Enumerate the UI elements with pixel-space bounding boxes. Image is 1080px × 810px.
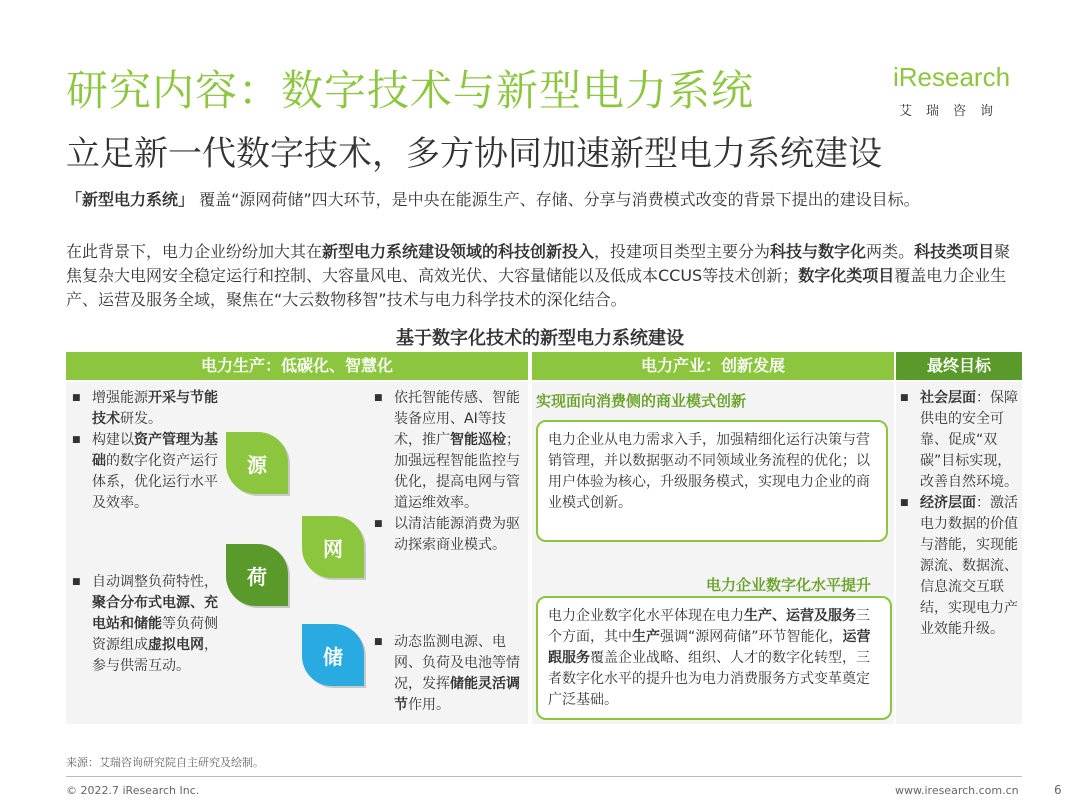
header-power-industry: 电力产业：创新发展 [532,352,894,380]
diagram-title: 基于数字化技术的新型电力系统建设 [396,328,684,349]
wang-leaf-icon: 网 [302,516,364,578]
list-item: ■ 依托智能传感、智能装备应用、AI等技术，推广智能巡检；加强远程智能监控与优化，提高电网与管道运维效率。 [374,388,526,514]
list-item: ■ 构建以资产管理为基础的数字化资产运行体系，优化运行水平及效率。 [72,430,218,514]
logo-cn-text: 艾瑞咨询 [899,104,1008,119]
business-model-title: 实现面向消费侧的商业模式创新 [536,392,747,410]
page-number: 6 [1054,783,1062,797]
list-item: ■ 动态监测电源、电网、负荷及电池等情况，发挥储能灵活调节作用。 [374,632,526,716]
source-note: 来源：艾瑞咨询研究院自主研究及绘制。 [66,756,264,769]
page-subtitle: 立足新一代数字技术，多方协同加速新型电力系统建设 [66,134,882,174]
business-model-box: 电力企业从电力需求入手，加强精细化运行决策与营销管理，并以数据驱动不同领域业务流程的优化；以用户体验为核心，升级服务模式，实现电力企业的商业模式创新。 [536,420,888,542]
list-item: ■ 以清洁能源消费为驱动探索商业模式。 [374,514,526,556]
chu-leaf-icon: 储 [302,624,364,686]
production-left-list [72,388,218,514]
digitalization-box: 电力企业数字化水平体现在电力生产、运营及服务三个方面，其中生产强调“源网荷储”环节智能化，运营跟服务覆盖企业战略、组织、人才的数字化转型，三者数字化水平的提升也为电力消费服务方式变革奠定广泛基础。 [536,596,892,720]
logo-wordmark: iResearch [893,62,1011,92]
intro-emphasis: 「新型电力系统」 [66,190,195,209]
copyright: © 2022.7 iResearch Inc. [66,784,200,797]
header-power-production: 电力生产：低碳化、智慧化 [66,352,528,380]
footer-divider [66,776,1022,777]
header-final-goal: 最终目标 [896,352,1022,380]
list-item: ■ 经济层面：激活电力数据的价值与潜能，实现能源流、数据流、信息流交互联结，实现电力产业效能升级。 [900,493,1018,640]
digitalization-title: 电力企业数字化水平提升 [706,576,872,594]
production-right-list-2 [374,632,526,716]
list-item: ■ 自动调整负荷特性，聚合分布式电源、充电站和储能等负荷侧资源组成虚拟电网，参与供需互动。 [72,572,218,677]
yuan-leaf-icon: 源 [226,432,288,494]
iresearch-logo [893,62,1033,122]
final-goal-list [900,388,1018,640]
production-left-list-2 [72,572,218,677]
he-leaf-icon: 荷 [226,544,288,606]
production-right-list [374,388,526,556]
intro-paragraph-1: 「新型电力系统」 覆盖“源网荷储”四大环节，是中央在能源生产、存储、分享与消费模式改变的背景下提出的建设目标。 [66,190,920,209]
list-item: ■ 社会层面：保障供电的安全可靠、促成“双碳”目标实现，改善自然环境。 [900,388,1018,493]
page-title: 研究内容：数字技术与新型电力系统 [66,66,755,115]
list-item: ■ 增强能源开采与节能技术研发。 [72,388,218,430]
intro-paragraph-2: 在此背景下，电力企业纷纷加大其在新型电力系统建设领域的科技创新投入，投建项目类型主要分为科技与数字化两类。科技类项目聚焦复杂大电网安全稳定运行和控制、大容量风电、高效光伏、大容量储能以及低成本CCUS等技术创新；数字化类项目覆盖电力企业生产、运营及服务全域，聚焦在“大云数物移智”技术与电力科学技术的深化结合。 [66,242,1011,309]
website-url: www.iresearch.com.cn [895,784,1019,797]
